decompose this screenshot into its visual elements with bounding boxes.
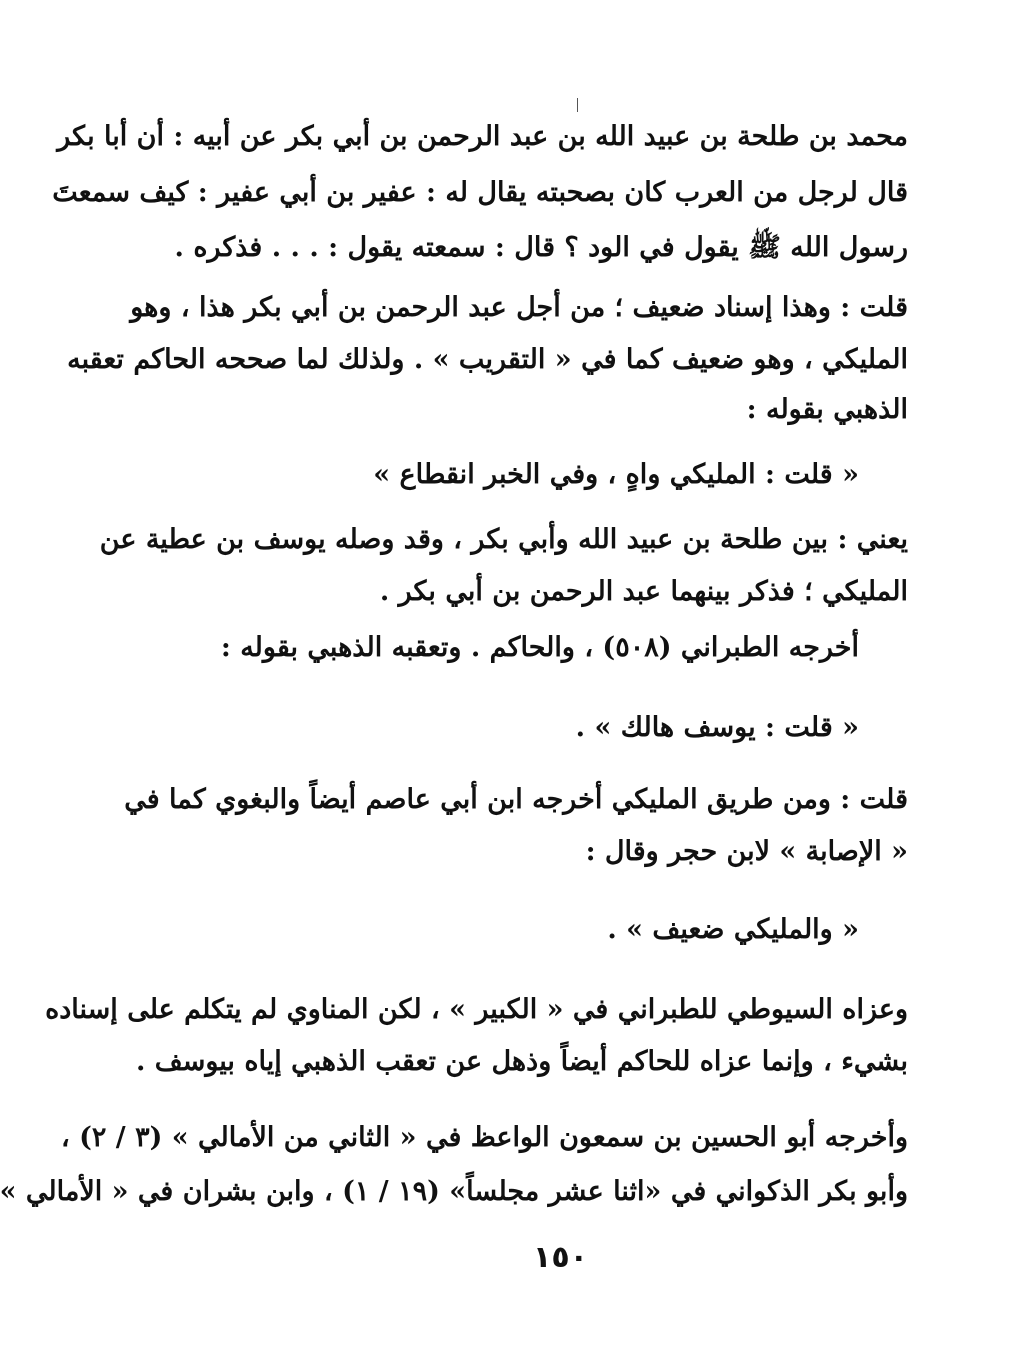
quoted-text: « قلت : يوسف هالك » . [575,712,859,743]
text-line: وأبو بكر الذكواني في «اثنا عشر مجلساً» (١٩ / ١) ، وابن بشران في « الأمالي » [0,1176,908,1207]
quoted-text: « قلت : المليكي واهٍ ، وفي الخبر انقطاع » [373,459,859,490]
text-line: المليكي ، وهو ضعيف كما في « التقريب » . ولذلك لما صححه الحاكم تعقبه [67,344,908,375]
margin-mark [577,98,578,112]
text-line: رسول الله ﷺ يقول في الود ؟ قال : سمعته يقول : . . . فذكره . [174,232,908,263]
page-number: ١٥٠ [533,1240,588,1275]
text-line: قال لرجل من العرب كان بصحبته يقال له : عفير بن أبي عفير : كيف سمعتَ [52,177,908,208]
text-line: المليكي ؛ فذكر بينهما عبد الرحمن بن أبي بكر . [379,576,908,607]
text-line: وعزاه السيوطي للطبراني في « الكبير » ، لكن المناوي لم يتكلم على إسناده [45,994,908,1025]
text-line: أخرجه الطبراني (٥٠٨) ، والحاكم . وتعقبه الذهبي بقوله : [220,632,859,663]
text-line: وأخرجه أبو الحسين بن سمعون الواعظ في « الثاني من الأمالي » (٣ / ٢) ، [60,1122,908,1153]
text-line: بشيء ، وإنما عزاه للحاكم أيضاً وذهل عن تعقب الذهبي إياه بيوسف . [135,1046,908,1077]
quoted-text: « والمليكي ضعيف » . [607,914,859,945]
text-line: يعني : بين طلحة بن عبيد الله وأبي بكر ، وقد وصله يوسف بن عطية عن [99,524,908,555]
text-line: محمد بن طلحة بن عبيد الله بن عبد الرحمن بن أبي بكر عن أبيه : أن أبا بكر [57,121,908,152]
text-line: الذهبي بقوله : [746,394,908,425]
text-line: « الإصابة » لابن حجر وقال : [585,836,908,867]
text-line: قلت : ومن طريق المليكي أخرجه ابن أبي عاصم أيضاً والبغوي كما في [124,784,908,815]
text-line: قلت : وهذا إسناد ضعيف ؛ من أجل عبد الرحمن بن أبي بكر هذا ، وهو [130,292,908,323]
